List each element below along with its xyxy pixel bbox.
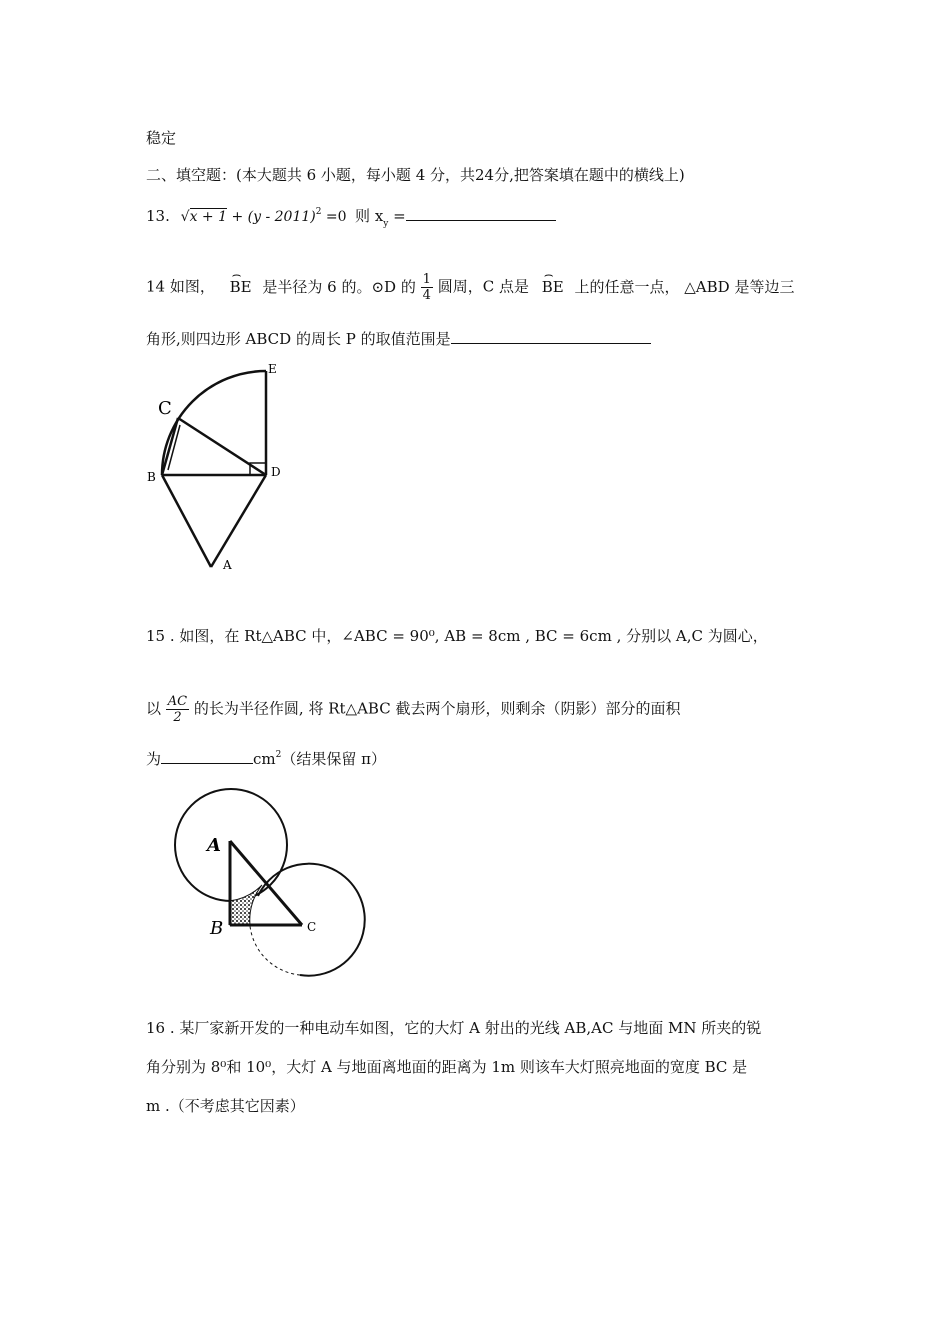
q13-then: 则 [355, 207, 371, 225]
question-15-line-1: 15 . 如图，在 Rt△ABC 中，∠ABC = 90⁰, AB = 8cm , BC = 6cm , 分别以 A,C 为圆心， [146, 627, 768, 645]
question-16-line-2: 角分别为 8⁰和 10⁰，大灯 A 与地面离地面的距离为 1m 则该车大灯照亮地面的宽度 BC 是 [146, 1058, 748, 1076]
q13-paren-term: (y - 2011) [247, 209, 316, 225]
q15-frac-num: AC [167, 694, 188, 709]
label-b: B [147, 470, 156, 484]
q13-x: x [374, 207, 384, 225]
label-e: E [268, 362, 277, 376]
q15-text-note: （结果保留 π） [281, 750, 387, 768]
q14-arc-be-1: ⌢ BE [230, 277, 252, 297]
top-word: 稳定 [146, 129, 177, 147]
label-a: A [207, 835, 221, 856]
q15-text-b: 的长为半径作圆, 将 Rt△ABC 截去两个扇形，则剩余（阴影）部分的面积 [193, 699, 681, 718]
q14-frac-den: 4 [422, 288, 431, 303]
question-16-line-1: 16 . 某厂家新开发的一种电动车如图，它的大灯 A 射出的光线 AB,AC 与地面 MN 所夹的锐 [146, 1019, 762, 1037]
q13-number: 13. [146, 207, 170, 225]
q15-unit: cm [253, 750, 276, 768]
q15-frac-den: 2 [173, 710, 182, 725]
q14-text-line2: 角形,则四边形 ABCD 的周长 P 的取值范围是 [146, 330, 451, 348]
label-c: C [158, 398, 172, 419]
q15-text-a: 以 [146, 699, 162, 718]
section-header: 二、填空题：(本大题共 6 小题，每小题 4 分，共24分,把答案填在题中的横线上) [146, 166, 685, 184]
q13-plus: + [231, 209, 244, 225]
q13-sqrt-content: x + 1 [189, 209, 227, 225]
q15-text-for: 为 [146, 750, 162, 768]
q13-y: y [383, 219, 389, 229]
q13-equals-zero: =0 [325, 209, 347, 225]
shaded-region [230, 885, 262, 925]
q13-exponent: 2 [315, 207, 322, 217]
q13-eq: = [393, 207, 406, 225]
label-c: C [307, 920, 317, 934]
label-b: B [210, 918, 224, 939]
q14-frac-num: 1 [422, 272, 431, 287]
q14-text-d: 上的任意一点， △ABD 是等边三 [574, 277, 795, 296]
q15-unit-exp: 2 [275, 750, 282, 760]
sqrt-symbol: √ [180, 209, 190, 225]
label-a: A [223, 558, 232, 572]
question-16-line-3: m .（不考虑其它因素） [146, 1097, 305, 1115]
circle-c-dashed [250, 926, 300, 975]
q14-text-c: 圆周，C 点是 [437, 277, 529, 296]
q14-text-a: 14 如图， [146, 277, 215, 296]
label-d: D [271, 465, 281, 479]
q14-text-b: 是半径为 6 的。⊙D 的 [262, 277, 416, 296]
q14-arc-be-2: ⌢ BE [542, 277, 564, 297]
